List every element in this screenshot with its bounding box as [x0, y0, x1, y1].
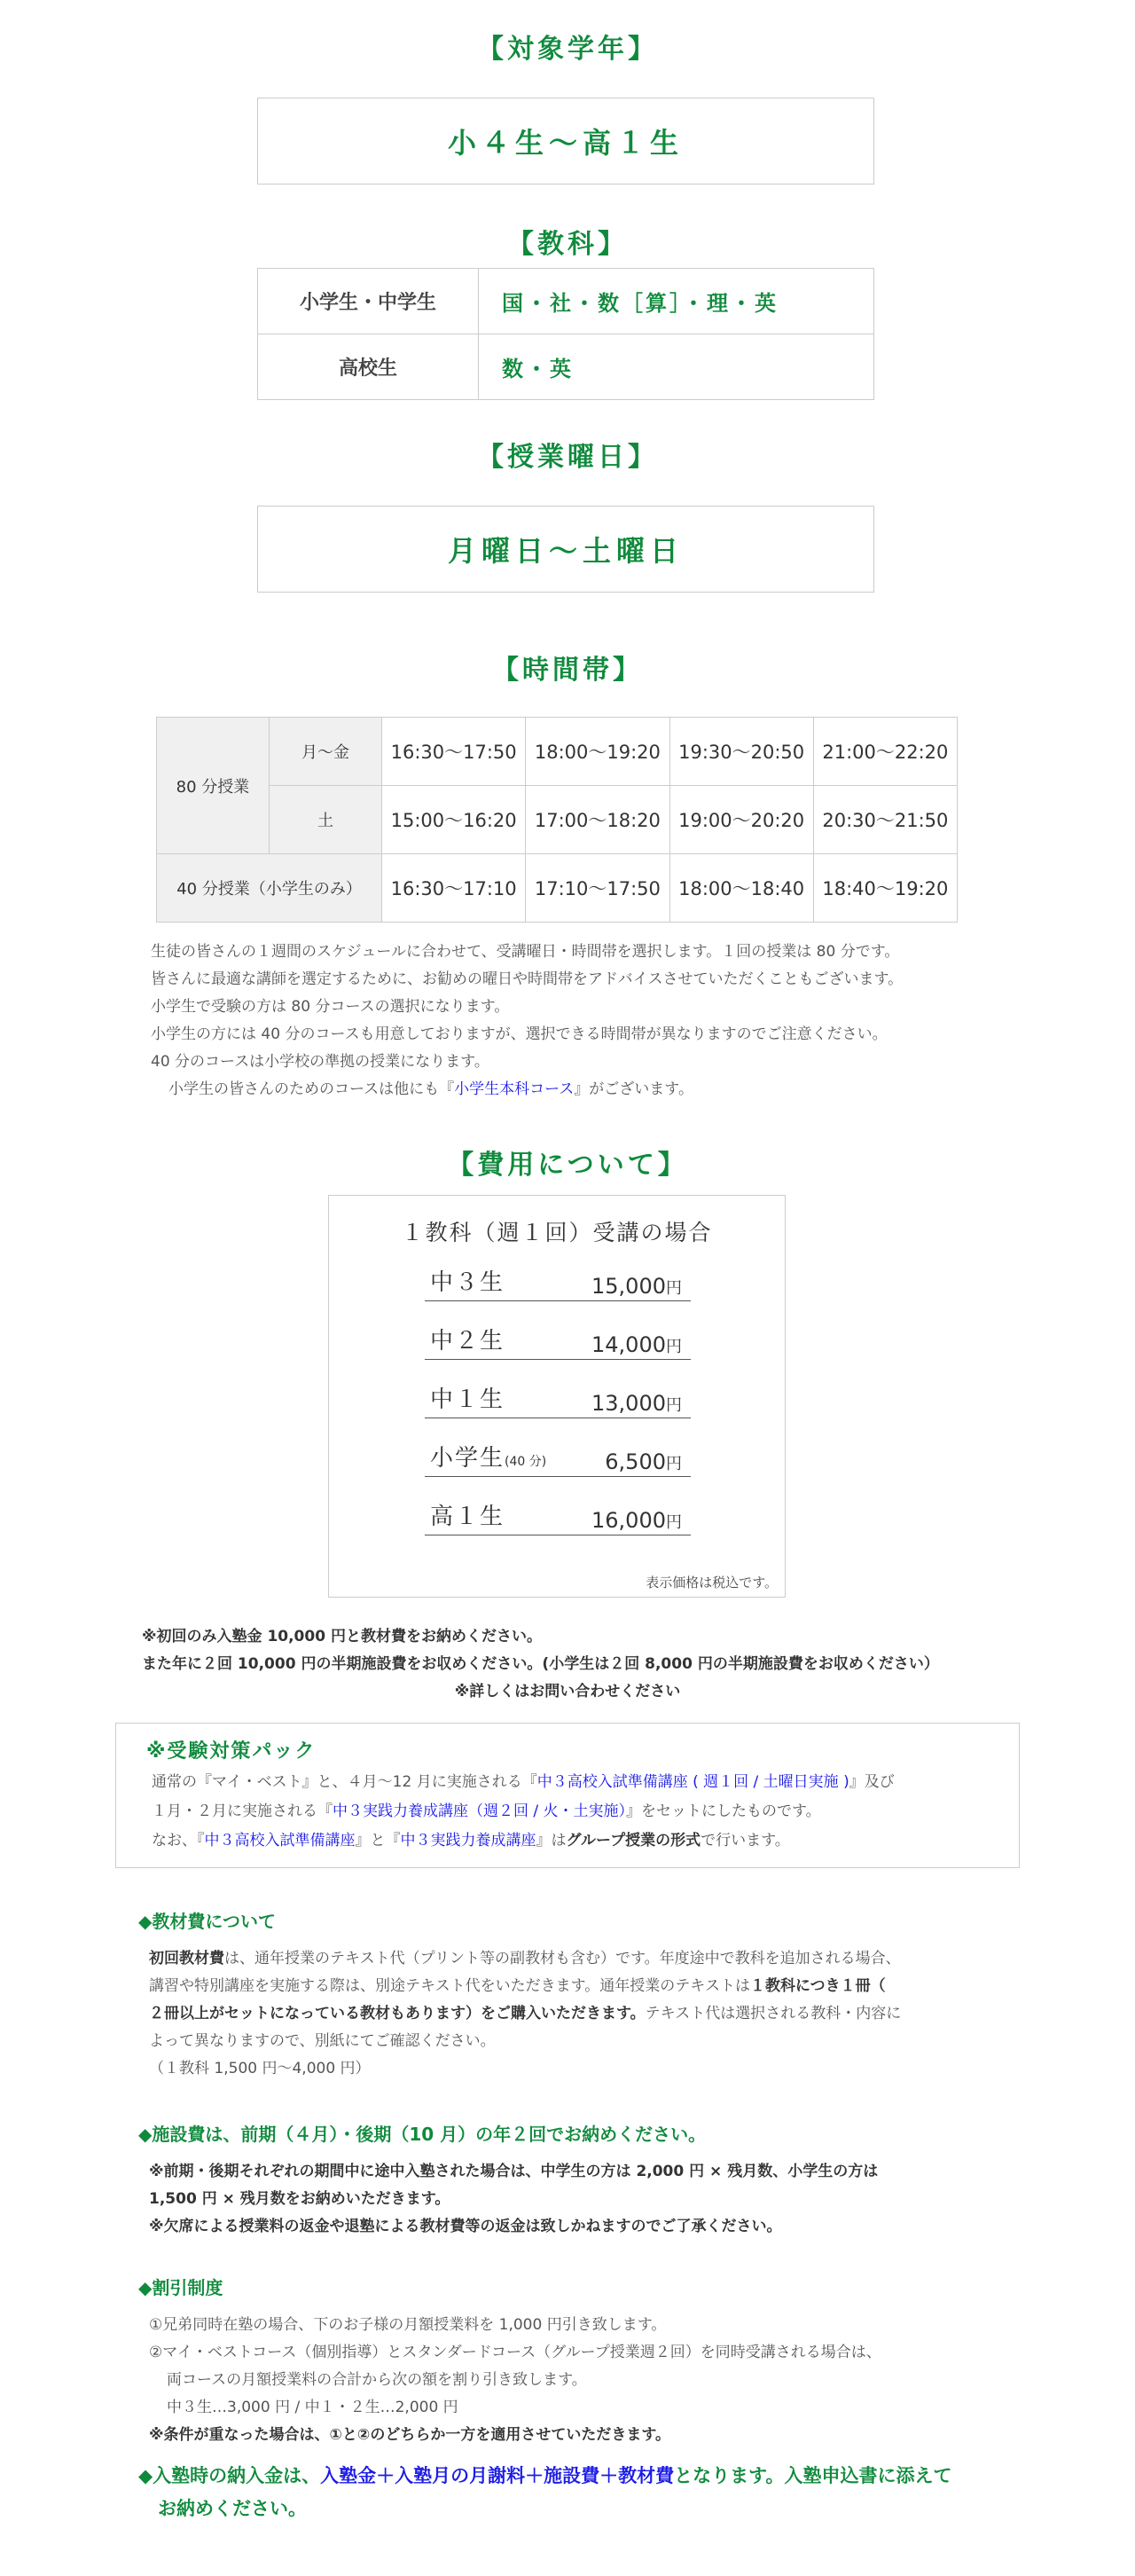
- pack-text: 』と『: [355, 1832, 401, 1850]
- pack-text: 』は: [536, 1832, 567, 1850]
- exam-pack-box: [115, 1723, 1020, 1868]
- note-line: [151, 1076, 903, 1103]
- price-amount: 15,000: [591, 1274, 666, 1299]
- price-unit: 円: [666, 1338, 682, 1356]
- target-grade-value: 小４生〜高１生: [447, 126, 684, 160]
- time-cell: 17:10〜17:50: [526, 854, 669, 923]
- target-heading: 【対象学年】: [477, 34, 658, 65]
- time-cell: 19:00〜20:20: [669, 786, 813, 854]
- materials-line: [149, 1945, 901, 1973]
- table-row: [258, 334, 874, 400]
- price-amount: 14,000: [591, 1332, 666, 1357]
- materials-section: [138, 1907, 901, 2083]
- grade-label: [430, 1498, 505, 1531]
- pack-text: 通常の『マイ・ベスト』と、４月〜12 月に実施される『: [152, 1773, 537, 1791]
- enrollment-payment-note: [138, 2460, 951, 2525]
- pack-line: [152, 1768, 895, 1797]
- pack-text: １月・２月に実施される『: [152, 1802, 333, 1820]
- schedule-notes: [151, 939, 903, 1103]
- price-value: [591, 1508, 682, 1533]
- price-row: [425, 1503, 691, 1535]
- discount-line: ①兄弟同時在塾の場合、下のお子様の月額授業料を 1,000 円引き致します。: [149, 2316, 667, 2334]
- price-box: [328, 1195, 786, 1598]
- subjects-table: [257, 268, 874, 400]
- price-value: [605, 1449, 682, 1474]
- subjects-heading: 【教科】: [507, 229, 628, 260]
- final-highlight: 入塾金＋入塾月の月謝料＋施設費＋教材費: [320, 2465, 675, 2486]
- final-text: ◆入塾時の納入金は、: [138, 2465, 321, 2486]
- final-line: [138, 2460, 951, 2493]
- time-cell: 19:30〜20:50: [669, 718, 813, 786]
- materials-bold: １教科につき１冊（: [749, 1977, 886, 1995]
- price-amount: 6,500: [605, 1449, 666, 1474]
- table-row: [157, 854, 958, 923]
- final-line: お納めください。: [158, 2498, 307, 2519]
- facility-line: ※前期・後期それぞれの期間中に途中入塾された場合は、中学生の方は 2,000 円 × 残月数、小学生の方は: [149, 2163, 879, 2180]
- pack-text: 』及び: [849, 1773, 895, 1791]
- facility-section: [138, 2120, 878, 2241]
- price-box-title: １教科（週１回）受講の場合: [401, 1220, 713, 1245]
- grade-name: 中２生: [430, 1328, 505, 1355]
- materials-text: 講習や特別講座を実施する際は、別途テキスト代をいただきます。通年授業のテキストは: [149, 1977, 750, 1995]
- practical-course-link[interactable]: 中３実践力養成講座（週２回 / 火・土実施）: [333, 1802, 627, 1820]
- materials-text: テキスト代は選択される教科・内容に: [645, 2005, 902, 2022]
- price-unit: 円: [666, 1396, 682, 1415]
- practical-course-link-2[interactable]: 中３実践力養成講座: [400, 1832, 536, 1850]
- schedule-table: [156, 717, 958, 923]
- price-unit: 円: [666, 1513, 682, 1532]
- time-cell: 18:40〜19:20: [813, 854, 957, 923]
- fee-line: ※初回のみ入塾金 10,000 円と教材費をお納めください。: [142, 1628, 542, 1645]
- note-line: 皆さんに最適な講師を選定するために、お勧めの曜日や時間帯をアドバイスさせていただくこともございます。: [151, 970, 904, 988]
- materials-line: [149, 1973, 901, 2000]
- price-row: [425, 1386, 691, 1418]
- time-cell: 18:00〜18:40: [669, 854, 813, 923]
- pack-line: [152, 1826, 895, 1856]
- price-amount: 16,000: [591, 1508, 666, 1533]
- time-cell: 21:00〜22:20: [813, 718, 957, 786]
- saturday-label: 土: [270, 786, 382, 854]
- days-box: [257, 506, 874, 593]
- time-cell: 16:30〜17:10: [382, 854, 526, 923]
- materials-body: [138, 1945, 901, 2083]
- facility-line: ※欠席による授業料の返金や退塾による教材費等の返金は致しかねますのでご了承ください。: [149, 2218, 782, 2235]
- discount-line: ②マイ・ベストコース（個別指導）とスタンダードコース（グループ授業週２回）を同時受講される場合は、: [149, 2344, 881, 2361]
- grade-label: [430, 1440, 546, 1473]
- exam-pack-body: [152, 1768, 895, 1856]
- tax-note: 表示価格は税込です。: [646, 1575, 778, 1590]
- table-row: [157, 786, 958, 854]
- grade-name: 高１生: [430, 1504, 505, 1530]
- pack-bold-text: グループ授業の形式: [566, 1832, 701, 1850]
- table-row: [258, 269, 874, 334]
- fee-notes: [142, 1623, 993, 1706]
- note-text: 小学生の皆さんのためのコースは他にも『: [168, 1080, 455, 1098]
- fee-line: ※詳しくはお問い合わせください: [454, 1683, 681, 1700]
- facility-body: [138, 2158, 878, 2241]
- target-grade-box: [257, 98, 874, 185]
- time-cell: 20:30〜21:50: [813, 786, 957, 854]
- note-line: 40 分のコースは小学校の準拠の授業になります。: [151, 1053, 489, 1071]
- grade-label: [430, 1381, 505, 1414]
- price-row: [425, 1327, 691, 1360]
- subject-value: 国・社・数［算］・理・英: [479, 269, 874, 334]
- pack-text: 』をセットにしたものです。: [626, 1802, 821, 1820]
- price-row: [425, 1268, 691, 1301]
- pack-text: なお、『: [152, 1832, 205, 1850]
- discount-section: [138, 2274, 881, 2449]
- fee-line: また年に２回 10,000 円の半期施設費をお収めください。(小学生は２回 8,000 円の半期施設費をお収めください）: [142, 1655, 939, 1673]
- table-row: [157, 718, 958, 786]
- discount-line: ※条件が重なった場合は、①と②のどちらか一方を適用させていただきます。: [149, 2426, 670, 2444]
- weekday-label: 月〜金: [270, 718, 382, 786]
- grade-name: 小学生: [430, 1445, 505, 1472]
- price-amount: 13,000: [591, 1391, 666, 1416]
- discount-body: [138, 2312, 881, 2449]
- grade-name: 中１生: [430, 1386, 505, 1413]
- entrance-prep-course-link[interactable]: 中３高校入試準備講座 ( 週１回 / 土曜日実施 ): [536, 1773, 849, 1791]
- materials-bold: 初回教材費: [149, 1950, 224, 1967]
- grade-label: [430, 1323, 505, 1355]
- exam-pack-title: ※受験対策パック: [146, 1740, 317, 1763]
- group-40-label: 40 分授業（小学生のみ）: [157, 854, 382, 923]
- time-cell: 17:00〜18:20: [526, 786, 669, 854]
- entrance-prep-course-link-2[interactable]: 中３高校入試準備講座: [204, 1832, 356, 1850]
- final-text: となります。入塾申込書に添えて: [674, 2465, 952, 2486]
- price-value: [591, 1391, 682, 1416]
- group-80-label: 80 分授業: [157, 718, 270, 854]
- time-cell: 15:00〜16:20: [382, 786, 526, 854]
- materials-line: [149, 2000, 901, 2028]
- note-line: 小学生の方には 40 分のコースも用意しておりますが、選択できる時間帯が異なりますのでご注意ください。: [151, 1025, 888, 1043]
- note-line: 小学生で受験の方は 80 分コースの選択になります。: [151, 998, 510, 1016]
- schedule-heading: 【時間帯】: [492, 655, 643, 686]
- subject-label: 高校生: [258, 334, 479, 400]
- price-row: [425, 1444, 691, 1477]
- facility-line: 1,500 円 × 残月数をお納めいただきます。: [149, 2190, 450, 2208]
- price-unit: 円: [666, 1279, 682, 1298]
- fees-heading: 【費用について】: [447, 1150, 688, 1181]
- materials-line: （１教科 1,500 円〜4,000 円）: [149, 2060, 371, 2077]
- grade-note: (40 分): [505, 1455, 547, 1469]
- materials-line: よって異なりますので、別紙にてご確認ください。: [149, 2032, 496, 2050]
- price-unit: 円: [666, 1455, 682, 1473]
- elementary-course-link[interactable]: 小学生本科コース: [454, 1080, 575, 1098]
- days-heading: 【授業曜日】: [477, 442, 658, 473]
- price-value: [591, 1332, 682, 1357]
- pack-text: で行います。: [701, 1832, 790, 1850]
- discount-line: 中３生…3,000 円 / 中１・２生…2,000 円: [167, 2399, 458, 2416]
- discount-title: ◆割引制度: [138, 2277, 223, 2298]
- time-cell: 16:30〜17:50: [382, 718, 526, 786]
- time-cell: 18:00〜19:20: [526, 718, 669, 786]
- materials-bold: ２冊以上がセットになっている教材もあります）をご購入いただきます。: [149, 2005, 646, 2022]
- subject-label: 小学生・中学生: [258, 269, 479, 334]
- subject-value: 数・英: [479, 334, 874, 400]
- price-value: [591, 1274, 682, 1299]
- facility-title: ◆施設費は、前期（４月）・後期（10 月）の年２回でお納めください。: [138, 2124, 707, 2145]
- discount-line: 両コースの月額授業料の合計から次の額を割り引き致します。: [167, 2371, 587, 2389]
- materials-text: は、通年授業のテキスト代（プリント等の副教材も含む）です。年度途中で教科を追加される場合、: [224, 1950, 901, 1967]
- pack-line: [152, 1797, 895, 1826]
- note-text: 』がございます。: [574, 1080, 693, 1098]
- days-value: 月曜日〜土曜日: [447, 534, 684, 568]
- note-line: 生徒の皆さんの１週間のスケジュールに合わせて、受講曜日・時間帯を選択します。１回の授業は 80 分です。: [151, 943, 900, 961]
- grade-name: 中３生: [430, 1269, 505, 1296]
- materials-title: ◆教材費について: [138, 1911, 276, 1932]
- grade-label: [430, 1264, 505, 1297]
